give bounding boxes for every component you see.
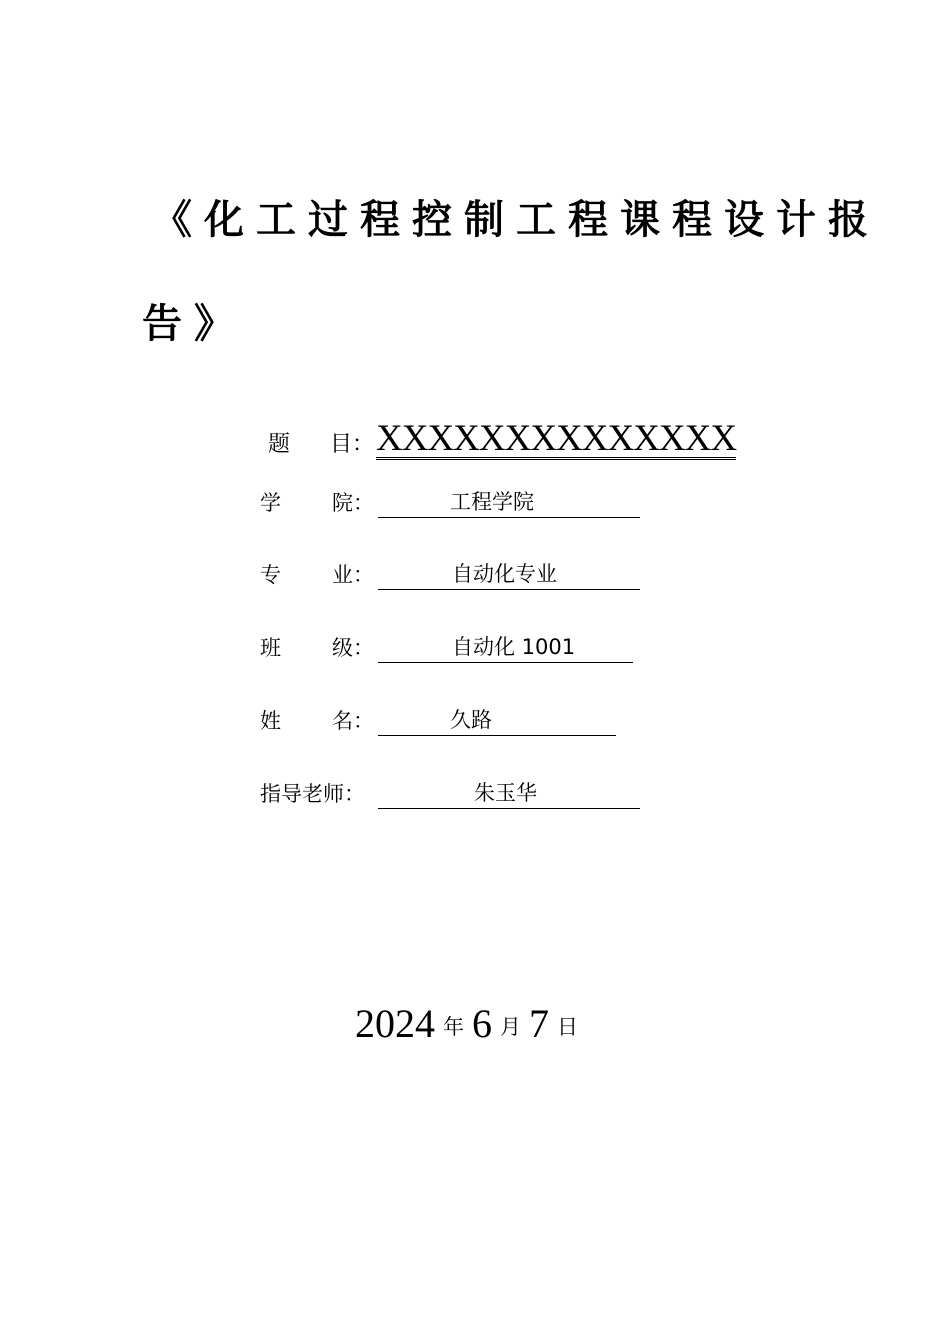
date-day-unit: 日 bbox=[557, 1015, 578, 1039]
date-month-unit: 月 bbox=[500, 1015, 521, 1039]
school-label-b: 院： bbox=[332, 491, 374, 515]
teacher-label-text: 指导老师： bbox=[260, 782, 365, 806]
major-field bbox=[260, 556, 640, 590]
report-title bbox=[142, 168, 880, 376]
school-value-underline bbox=[378, 489, 640, 518]
topic-label-a: 题 bbox=[268, 432, 291, 457]
date-day: 7 bbox=[529, 1001, 549, 1046]
report-title-line1: 《化工过程控制工程课程设计报 bbox=[152, 197, 880, 243]
name-value: 久路 bbox=[450, 708, 492, 732]
school-label-a: 学 bbox=[260, 491, 281, 515]
name-label-b: 名： bbox=[332, 709, 374, 733]
class-field bbox=[260, 629, 633, 663]
name-field bbox=[260, 702, 616, 736]
teacher-value: 朱玉华 bbox=[474, 781, 537, 805]
topic-value: XXXXXXXXXXXXXX bbox=[376, 418, 737, 459]
topic-label-b: 目： bbox=[330, 432, 375, 457]
teacher-value-underline bbox=[378, 780, 640, 809]
report-date bbox=[355, 996, 586, 1046]
date-year-unit: 年 bbox=[443, 1015, 464, 1039]
class-value-underline bbox=[378, 634, 633, 663]
date-year: 2024 bbox=[355, 1001, 435, 1046]
teacher-field bbox=[260, 775, 640, 809]
major-label-a: 专 bbox=[260, 563, 281, 587]
school-value: 工程学院 bbox=[450, 490, 534, 514]
class-label-a: 班 bbox=[260, 636, 281, 660]
name-label-a: 姓 bbox=[260, 709, 281, 733]
report-title-line2: 告》 bbox=[142, 301, 246, 347]
name-value-underline bbox=[378, 707, 616, 736]
major-value-underline bbox=[378, 561, 640, 590]
date-month: 6 bbox=[472, 1001, 492, 1046]
major-label-b: 业： bbox=[332, 563, 374, 587]
class-value: 自动化 1001 bbox=[452, 635, 576, 659]
topic-field bbox=[268, 420, 736, 460]
school-field bbox=[260, 484, 640, 518]
major-value: 自动化专业 bbox=[452, 562, 557, 586]
class-label-b: 级： bbox=[332, 636, 374, 660]
